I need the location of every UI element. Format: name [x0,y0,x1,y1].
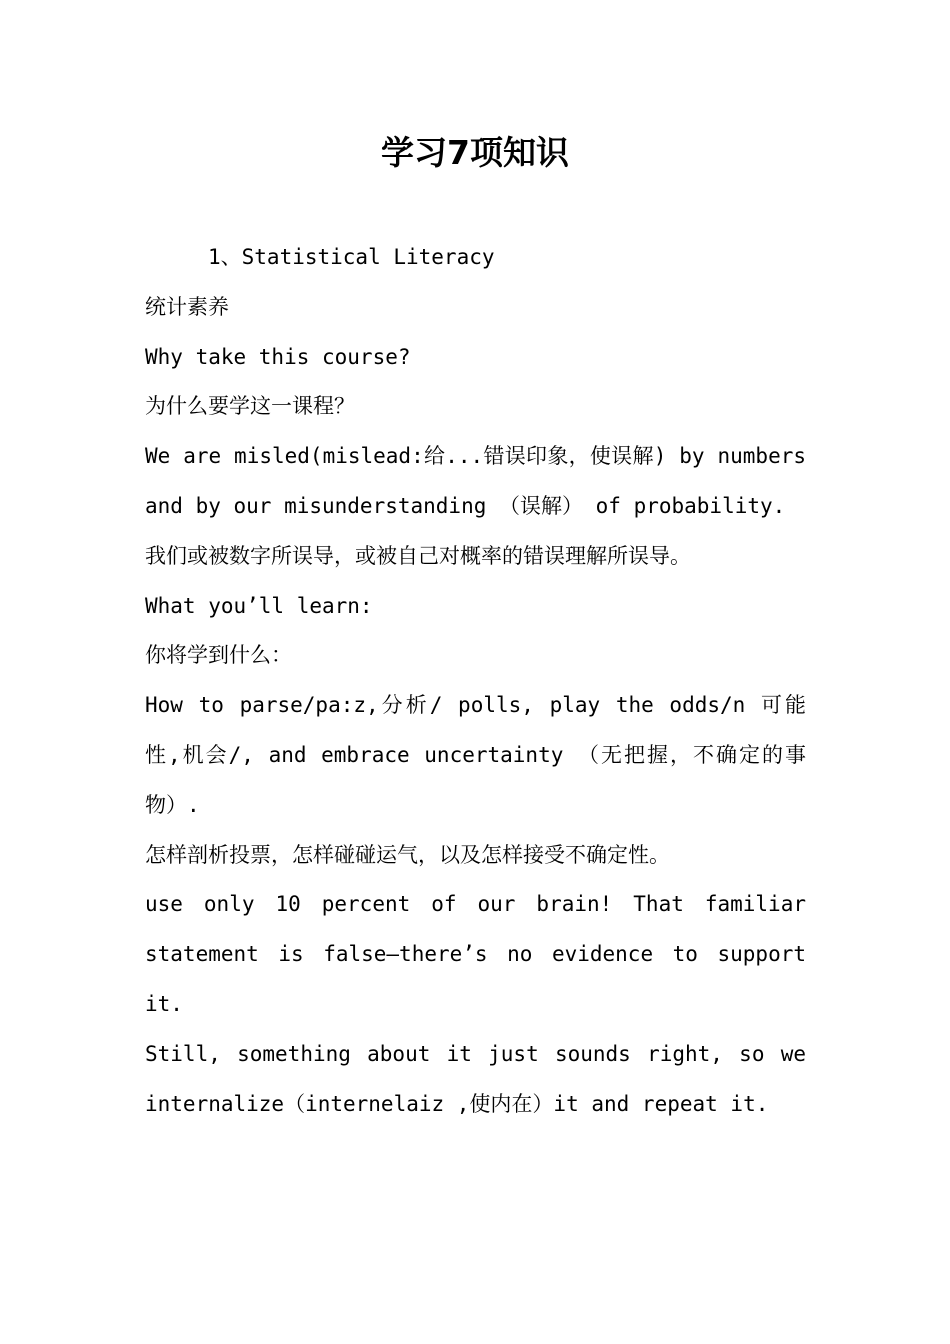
document-body [145,233,806,1129]
paragraph: 怎样剖析投票，怎样碰碰运气，以及怎样接受不确定性。 [145,842,670,867]
paragraph: use only 10 percent of our brain! That familiar statement is false—there’s no evidence to support it. [145,892,806,1016]
paragraph: 为什么要学这一课程？ [145,394,355,419]
paragraph: How to parse/pa:z,分析/ polls, play the odds/n 可能性,机会/, and embrace uncertainty （无把握，不确定的事物）. [145,693,806,817]
paragraph: Still, something about it just sounds right, so we internalize（internelaiz ,使内在）it and repeat it. [145,1041,806,1116]
document-title: 学习7项知识 [381,133,569,172]
section-heading: 1、Statistical Literacy [208,245,495,269]
paragraph: 统计素养 [145,294,229,319]
paragraph: Why take this course? [145,344,411,369]
paragraph: 我们或被数字所误导，或被自己对概率的错误理解所误导。 [145,543,691,568]
paragraph: We are misled(mislead:给...错误印象，使误解) by numbers and by our misunderstanding （误解） of probability. [145,444,806,518]
paragraph: 你将学到什么： [145,643,292,668]
paragraph: What you’ll learn: [145,593,373,618]
